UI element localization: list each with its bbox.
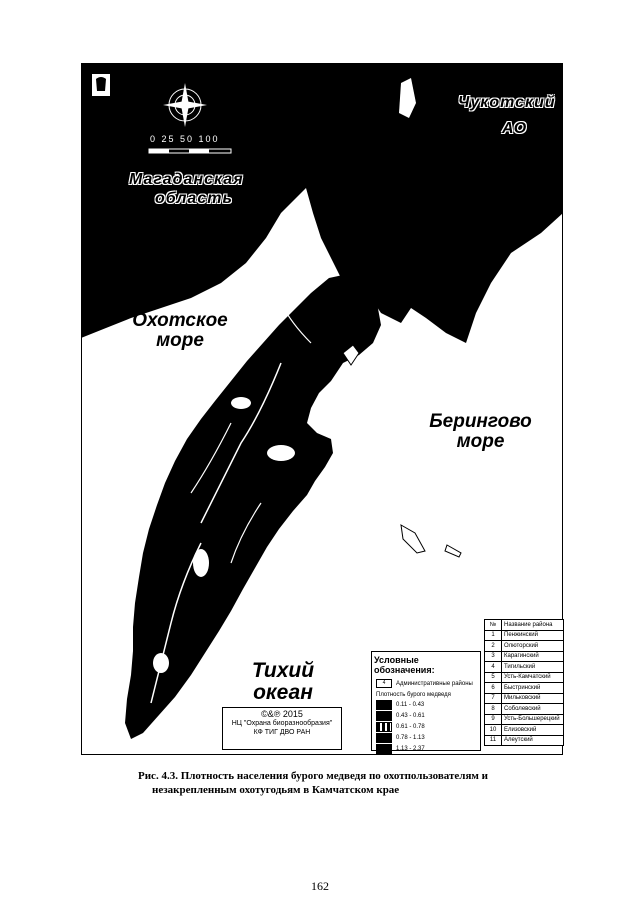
district-number: 6 bbox=[485, 683, 502, 694]
table-row bbox=[485, 735, 564, 746]
district-number: 10 bbox=[485, 725, 502, 736]
pacific-ocean-label: Тихий океан bbox=[251, 659, 315, 705]
table-row bbox=[485, 641, 564, 652]
table-row bbox=[485, 672, 564, 683]
table-row bbox=[485, 693, 564, 704]
legend-class-row bbox=[372, 731, 480, 742]
free-area bbox=[153, 653, 169, 673]
density-swatch bbox=[376, 700, 392, 710]
free-area bbox=[193, 549, 209, 577]
bering-sea-label: Берингово море bbox=[429, 411, 532, 452]
density-class-label: 1.13 - 2.37 bbox=[396, 745, 425, 752]
copyright-symbols: ©&℗ 2015 bbox=[261, 709, 303, 719]
page-number: 162 bbox=[311, 879, 329, 893]
district-number: 1 bbox=[485, 630, 502, 641]
table-row bbox=[485, 704, 564, 715]
density-swatch bbox=[376, 722, 392, 732]
district-name: Усть-Камчатский bbox=[502, 672, 564, 683]
district-name: Усть-Большерецкий bbox=[502, 714, 564, 725]
legend-class-row bbox=[372, 698, 480, 709]
density-swatch bbox=[376, 733, 392, 743]
table-row bbox=[485, 651, 564, 662]
admin-district-label: Административные районы bbox=[396, 680, 473, 687]
district-name: Соболевский bbox=[502, 704, 564, 715]
caption-line1: Рис. 4.3. Плотность населения бурого медведя по охотпользователям и bbox=[138, 770, 489, 782]
column-header: № bbox=[485, 620, 502, 631]
legend-title: Условные обозначения: bbox=[374, 655, 435, 675]
chukotka-label-line2: АО bbox=[502, 120, 528, 137]
table-row bbox=[485, 714, 564, 725]
legend-class-row bbox=[372, 742, 480, 753]
legend-class-row bbox=[372, 720, 480, 731]
scale-label: 0 25 50 100 bbox=[150, 134, 220, 144]
district-name: Быстринский bbox=[502, 683, 564, 694]
table-row bbox=[485, 683, 564, 694]
district-number: 11 bbox=[485, 735, 502, 746]
density-class-label: 0.61 - 0.78 bbox=[396, 723, 425, 730]
density-class-label: 0.43 - 0.61 bbox=[396, 712, 425, 719]
map-legend bbox=[371, 651, 481, 751]
district-number: 3 bbox=[485, 651, 502, 662]
figure-caption bbox=[138, 769, 558, 797]
legend-class-row bbox=[372, 709, 480, 720]
column-header: Название района bbox=[502, 620, 564, 631]
density-title: Плотность бурого медведя bbox=[376, 692, 451, 698]
free-area bbox=[267, 445, 295, 461]
district-number: 8 bbox=[485, 704, 502, 715]
copyright-box bbox=[222, 707, 342, 750]
copyright-org: НЦ "Охрана биоразнообразия" bbox=[231, 720, 333, 727]
district-number: 5 bbox=[485, 672, 502, 683]
density-swatch bbox=[376, 744, 392, 754]
table-header-row bbox=[485, 620, 564, 631]
district-number: 7 bbox=[485, 693, 502, 704]
okhotsk-sea-label: Охотское море bbox=[132, 310, 228, 351]
table-row bbox=[485, 630, 564, 641]
district-name: Тигильский bbox=[502, 662, 564, 673]
caption-line2: незакрепленным охотугодьям в Камчатском крае bbox=[152, 784, 400, 796]
district-name: Пенжинский bbox=[502, 630, 564, 641]
district-number: 9 bbox=[485, 714, 502, 725]
district-name: Алеутский bbox=[502, 735, 564, 746]
table-row bbox=[485, 725, 564, 736]
density-class-label: 0.78 - 1.13 bbox=[396, 734, 425, 741]
legend-admin-row bbox=[372, 675, 480, 688]
free-area bbox=[231, 397, 251, 409]
magadan-label-line1: Магаданская bbox=[129, 171, 244, 188]
district-name: Карагинский bbox=[502, 651, 564, 662]
district-number: 2 bbox=[485, 641, 502, 652]
district-number: 4 bbox=[485, 662, 502, 673]
district-name: Олюторский bbox=[502, 641, 564, 652]
density-class-label: 0.11 - 0.43 bbox=[396, 701, 425, 708]
chukotka-label-line1: Чукотский bbox=[458, 94, 556, 111]
copyright-dept: КФ ТИГ ДВО РАН bbox=[253, 729, 311, 736]
table-row bbox=[485, 662, 564, 673]
district-name: Елизовский bbox=[502, 725, 564, 736]
free-area bbox=[175, 697, 187, 709]
district-table bbox=[484, 619, 564, 746]
density-swatch bbox=[376, 711, 392, 721]
logo-icon bbox=[92, 74, 110, 96]
admin-district-symbol: 4 bbox=[376, 679, 392, 688]
magadan-label-line2: область bbox=[155, 190, 233, 207]
district-name: Мильковский bbox=[502, 693, 564, 704]
